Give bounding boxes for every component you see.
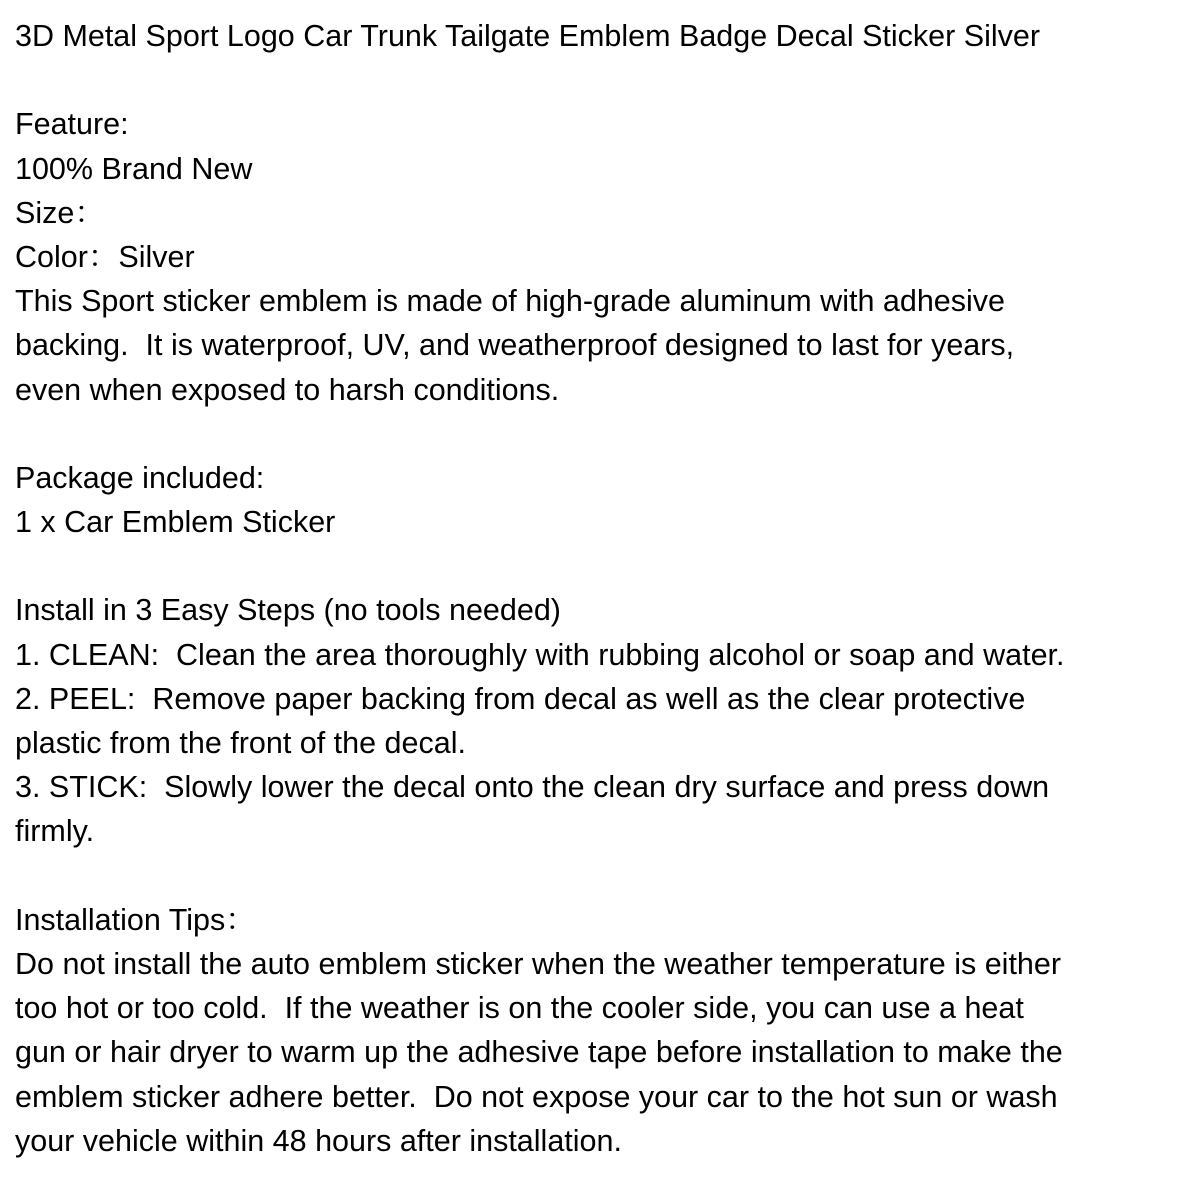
- package-heading: Package included:: [15, 460, 265, 495]
- spacer: [15, 412, 1190, 456]
- feature-color: Color：Silver: [15, 239, 195, 274]
- feature-description-line: This Sport sticker emblem is made of high-grade aluminum with adhesive: [15, 284, 1005, 319]
- feature-description-line: even when exposed to harsh conditions.: [15, 372, 560, 407]
- install-step-line: 1. CLEAN: Clean the area thoroughly with rubbing alcohol or soap and water.: [15, 637, 1065, 672]
- tips-line: your vehicle within 48 hours after installation.: [15, 1123, 622, 1158]
- install-step-line: 3. STICK: Slowly lower the decal onto the clean dry surface and press down: [15, 770, 1050, 805]
- install-heading: Install in 3 Easy Steps (no tools needed): [15, 593, 561, 628]
- install-step-line: plastic from the front of the decal.: [15, 726, 466, 760]
- install-step-line: firmly.: [15, 814, 95, 849]
- spacer: [15, 58, 1190, 102]
- tips-line: emblem sticker adhere better. Do not expose your car to the hot sun or wash: [15, 1079, 1058, 1114]
- feature-size: Size：: [15, 195, 105, 230]
- spacer: [15, 854, 1190, 898]
- spacer: [15, 544, 1190, 588]
- package-item: 1 x Car Emblem Sticker: [15, 505, 336, 540]
- tips-line: Do not install the auto emblem sticker when the weather temperature is either: [15, 946, 1061, 981]
- product-description: [15, 14, 1190, 1163]
- tips-line: gun or hair dryer to warm up the adhesive tape before installation to make the: [15, 1035, 1063, 1070]
- install-step-line: 2. PEEL: Remove paper backing from decal as well as the clear protective: [15, 681, 1026, 716]
- product-title: 3D Metal Sport Logo Car Trunk Tailgate Emblem Badge Decal Sticker Silver: [15, 19, 1041, 53]
- feature-heading: Feature:: [15, 107, 129, 142]
- tips-line: too hot or too cold. If the weather is on the cooler side, you can use a heat: [15, 991, 1024, 1026]
- feature-brand-new: 100% Brand New: [15, 151, 253, 186]
- feature-description-line: backing. It is waterproof, UV, and weatherproof designed to last for years,: [15, 328, 1015, 363]
- tips-heading: Installation Tips：: [15, 902, 256, 937]
